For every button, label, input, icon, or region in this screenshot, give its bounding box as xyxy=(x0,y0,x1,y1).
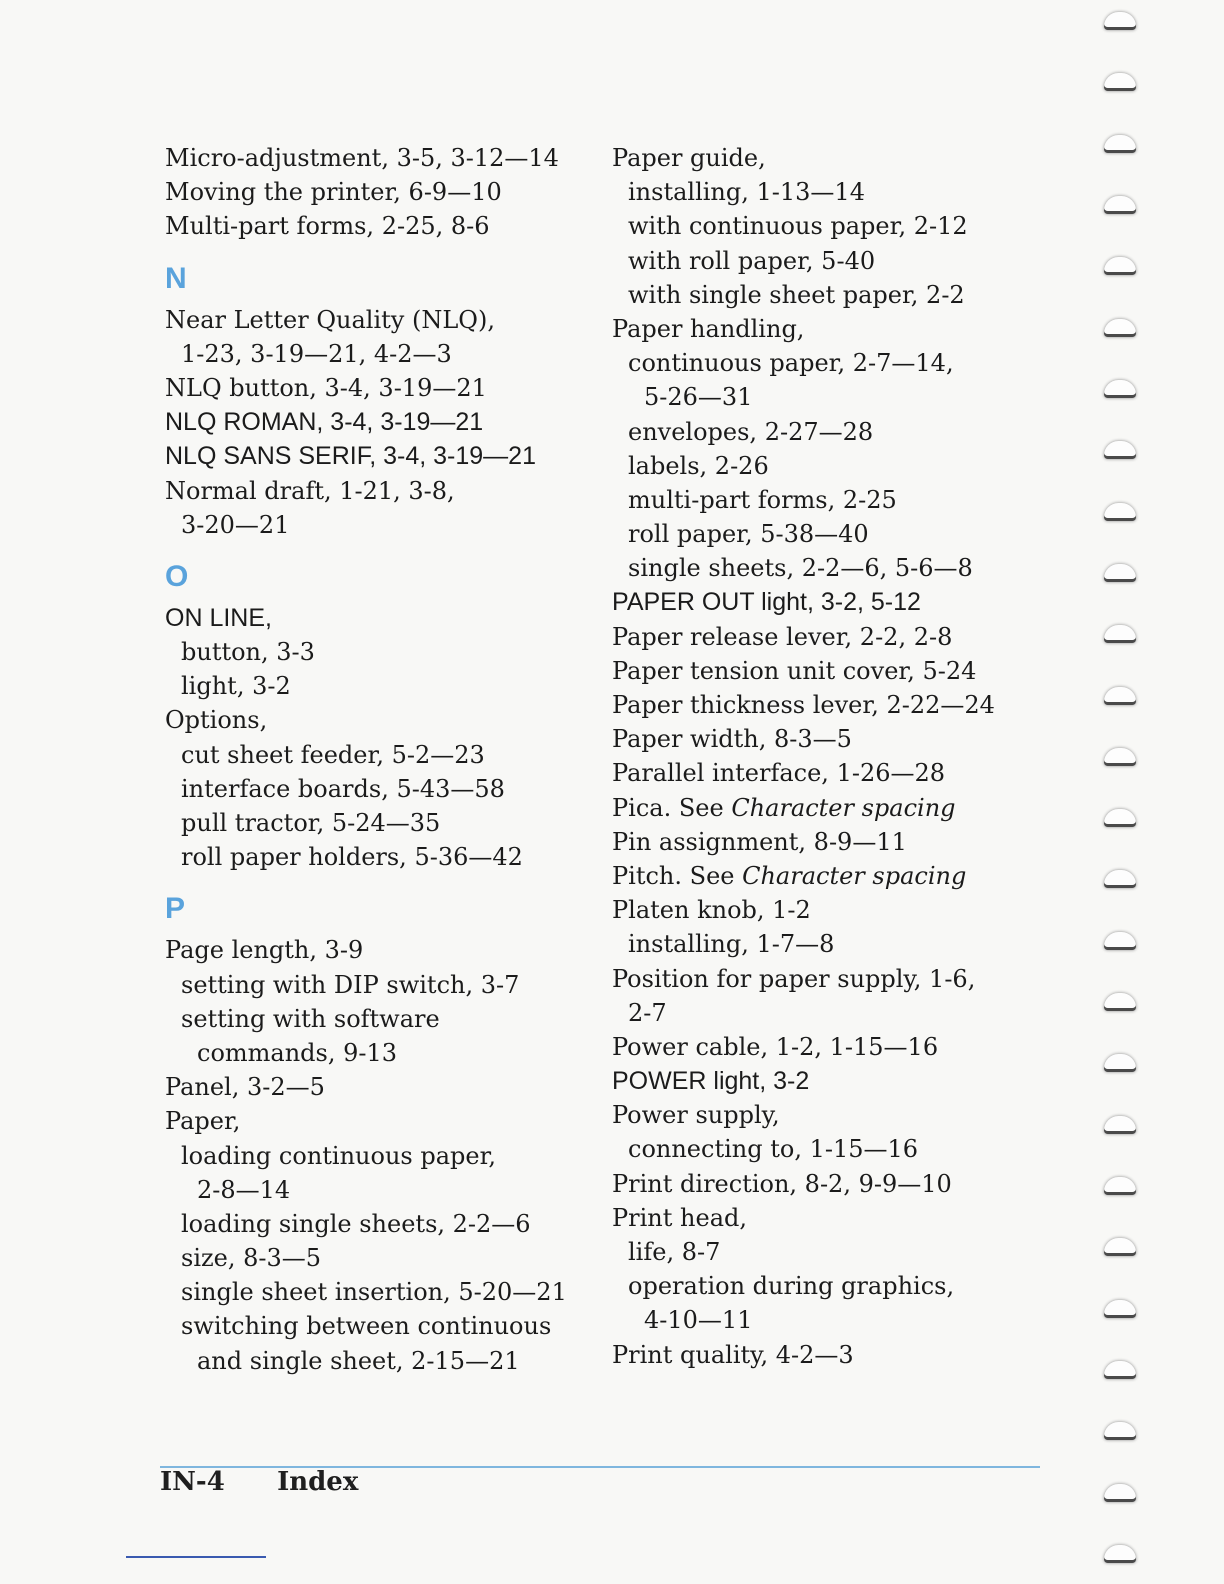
binding-hole xyxy=(1104,135,1136,153)
footer-section-title: Index xyxy=(277,1467,359,1497)
index-subentry xyxy=(612,449,1052,483)
entry-text: cut sheet feeder, 5-2—23 xyxy=(181,740,485,769)
entry-text: Print direction, 8-2, 9-9—10 xyxy=(612,1169,952,1198)
entry-text: with single sheet paper, 2-2 xyxy=(628,280,965,309)
entry-text: Moving the printer, 6-9—10 xyxy=(165,178,502,207)
entry-text: light, 3-2 xyxy=(181,672,291,701)
index-subentry xyxy=(612,1132,1052,1166)
entry-text: Paper width, 8-3—5 xyxy=(612,725,852,754)
binding-hole xyxy=(1104,1422,1136,1440)
index-entry xyxy=(165,141,605,175)
entry-text: button, 3-3 xyxy=(181,638,315,667)
index-subentry xyxy=(612,1269,1052,1303)
entry-text: single sheet insertion, 5-20—21 xyxy=(181,1278,567,1307)
entry-text: Paper release lever, 2-2, 2-8 xyxy=(612,622,953,651)
entry-text: 1-23, 3-19—21, 4-2—3 xyxy=(181,339,452,368)
binding-hole xyxy=(1104,748,1136,766)
binding-hole xyxy=(1104,196,1136,214)
index-subentry xyxy=(612,209,1052,243)
page-number: IN-4 xyxy=(160,1467,225,1497)
entry-text: Print quality, 4-2—3 xyxy=(612,1340,854,1369)
index-entry xyxy=(612,962,1052,996)
index-subentry xyxy=(612,927,1052,961)
entry-text: roll paper, 5-38—40 xyxy=(628,520,869,549)
entry-text: Pitch. See xyxy=(612,861,743,890)
binding-hole xyxy=(1104,1484,1136,1502)
section-letter: O xyxy=(165,559,189,593)
entry-text: Pin assignment, 8-9—11 xyxy=(612,827,907,856)
entry-text: single sheets, 2-2—6, 5-6—8 xyxy=(628,554,973,583)
index-subentry xyxy=(165,1002,605,1036)
binding-hole xyxy=(1104,73,1136,91)
entry-text: NLQ button, 3-4, 3-19—21 xyxy=(165,373,487,402)
index-subentry xyxy=(612,1235,1052,1269)
index-subentry xyxy=(165,1241,605,1275)
index-entry xyxy=(612,1201,1052,1235)
index-subentry xyxy=(165,1344,605,1378)
index-subentry xyxy=(165,772,605,806)
index-entry xyxy=(165,303,605,337)
binding-hole xyxy=(1104,1116,1136,1134)
entry-text: Parallel interface, 1-26—28 xyxy=(612,759,946,788)
entry-text: life, 8-7 xyxy=(628,1238,721,1266)
section-letter: P xyxy=(165,892,186,926)
binding-hole xyxy=(1104,1177,1136,1195)
index-entry xyxy=(165,933,605,967)
index-entry xyxy=(612,585,1052,619)
index-subentry xyxy=(612,483,1052,517)
binding-hole xyxy=(1104,1054,1136,1072)
entry-text: Panel, 3-2—5 xyxy=(165,1073,325,1102)
index-entry xyxy=(165,474,605,508)
index-subentry xyxy=(612,346,1052,380)
entry-text: NLQ ROMAN, 3-4, 3-19—21 xyxy=(165,408,484,437)
index-entry xyxy=(612,791,1052,825)
binding-hole xyxy=(1104,441,1136,459)
entry-text: Print head, xyxy=(612,1203,747,1232)
index-subentry xyxy=(165,806,605,840)
entry-text: Pica. See xyxy=(612,793,732,822)
entry-text: operation during graphics, xyxy=(628,1272,955,1301)
binding-hole xyxy=(1104,809,1136,827)
entry-text: installing, 1-13—14 xyxy=(628,178,865,207)
index-subentry xyxy=(165,968,605,1002)
entry-text: size, 8-3—5 xyxy=(181,1244,322,1273)
entry-text: Near Letter Quality (NLQ), xyxy=(165,305,495,334)
spiral-binding xyxy=(1104,0,1144,1584)
entry-text: Micro-adjustment, 3-5, 3-12—14 xyxy=(165,144,559,172)
scan-edge-mark xyxy=(126,1556,266,1558)
entry-text: installing, 1-7—8 xyxy=(628,930,835,959)
cross-reference: Character spacing xyxy=(742,861,967,890)
entry-text: Power cable, 1-2, 1-15—16 xyxy=(612,1032,939,1061)
index-entry xyxy=(612,654,1052,688)
entry-text: 2-7 xyxy=(628,998,667,1027)
index-subentry xyxy=(612,175,1052,209)
entry-text: Paper guide, xyxy=(612,144,766,172)
index-entry xyxy=(612,756,1052,790)
page-footer xyxy=(160,1466,358,1498)
binding-hole xyxy=(1104,932,1136,950)
entry-text: Paper thickness lever, 2-22—24 xyxy=(612,691,995,719)
index-entry xyxy=(165,371,605,405)
index-subentry xyxy=(165,1309,605,1343)
index-subentry xyxy=(165,508,605,542)
index-entry xyxy=(165,703,605,737)
entry-text: Position for paper supply, 1-6, xyxy=(612,964,976,993)
index-entry xyxy=(612,1098,1052,1132)
index-entry xyxy=(612,825,1052,859)
entry-text: interface boards, 5-43—58 xyxy=(181,774,505,803)
entry-text: Paper handling, xyxy=(612,314,805,343)
entry-text: and single sheet, 2-15—21 xyxy=(197,1346,520,1375)
section-letter: N xyxy=(165,261,187,295)
entry-text: PAPER OUT light, 3-2, 5-12 xyxy=(612,588,921,617)
index-column-left xyxy=(165,141,605,1378)
index-entry xyxy=(165,209,605,243)
binding-hole xyxy=(1104,1545,1136,1563)
binding-hole xyxy=(1104,993,1136,1011)
index-entry xyxy=(612,1167,1052,1201)
index-entry xyxy=(612,893,1052,927)
index-subentry xyxy=(165,1207,605,1241)
index-subentry xyxy=(165,669,605,703)
entry-text: loading continuous paper, xyxy=(181,1141,497,1170)
index-entry xyxy=(165,1070,605,1104)
index-subentry xyxy=(612,1303,1052,1337)
index-subentry xyxy=(612,996,1052,1030)
index-entry xyxy=(165,175,605,209)
entry-text: 5-26—31 xyxy=(644,383,753,412)
entry-text: NLQ SANS SERIF, 3-4, 3-19—21 xyxy=(165,442,536,471)
index-entry xyxy=(165,405,605,439)
entry-text: setting with software xyxy=(181,1004,440,1033)
entry-text: multi-part forms, 2-25 xyxy=(628,485,897,514)
binding-hole xyxy=(1104,257,1136,275)
entry-text: commands, 9-13 xyxy=(197,1038,398,1067)
index-entry xyxy=(612,688,1052,722)
binding-hole xyxy=(1104,564,1136,582)
entry-text: with continuous paper, 2-12 xyxy=(628,212,968,241)
index-entry xyxy=(612,1030,1052,1064)
index-subentry xyxy=(612,380,1052,414)
entry-text: switching between continuous xyxy=(181,1312,552,1341)
index-subentry xyxy=(612,244,1052,278)
entry-text: Paper tension unit cover, 5-24 xyxy=(612,656,977,685)
index-entry xyxy=(612,620,1052,654)
index-subentry xyxy=(165,635,605,669)
index-subentry xyxy=(612,415,1052,449)
entry-text: roll paper holders, 5-36—42 xyxy=(181,843,523,872)
entry-text: setting with DIP switch, 3-7 xyxy=(181,970,520,999)
index-entry xyxy=(612,1064,1052,1098)
entry-text: Page length, 3-9 xyxy=(165,936,364,965)
entry-text: Platen knob, 1-2 xyxy=(612,896,811,925)
index-subentry xyxy=(612,278,1052,312)
index-column-right xyxy=(612,141,1052,1372)
index-subentry xyxy=(165,337,605,371)
binding-hole xyxy=(1104,12,1136,30)
index-subentry xyxy=(165,1036,605,1070)
binding-hole xyxy=(1104,1238,1136,1256)
index-subentry xyxy=(165,738,605,772)
cross-reference: Character spacing xyxy=(731,793,956,822)
index-subentry xyxy=(612,551,1052,585)
entry-text: connecting to, 1-15—16 xyxy=(628,1135,919,1164)
entry-text: pull tractor, 5-24—35 xyxy=(181,809,441,837)
entry-text: labels, 2-26 xyxy=(628,451,769,480)
entry-text: Paper, xyxy=(165,1107,241,1136)
index-subentry xyxy=(165,840,605,874)
index-subentry xyxy=(612,517,1052,551)
index-entry xyxy=(612,722,1052,756)
index-entry xyxy=(165,439,605,473)
index-subentry xyxy=(165,1275,605,1309)
entry-text: Multi-part forms, 2-25, 8-6 xyxy=(165,212,490,241)
index-entry xyxy=(612,1338,1052,1372)
entry-text: Options, xyxy=(165,706,268,735)
binding-hole xyxy=(1104,625,1136,643)
entry-text: 4-10—11 xyxy=(644,1306,753,1335)
entry-text: Normal draft, 1-21, 3-8, xyxy=(165,476,455,505)
binding-hole xyxy=(1104,1300,1136,1318)
binding-hole xyxy=(1104,870,1136,888)
binding-hole xyxy=(1104,687,1136,705)
index-entry xyxy=(612,859,1052,893)
entry-text: 2-8—14 xyxy=(197,1175,291,1204)
binding-hole xyxy=(1104,319,1136,337)
index-entry xyxy=(612,141,1052,175)
entry-text: continuous paper, 2-7—14, xyxy=(628,349,954,378)
index-entry xyxy=(165,1104,605,1138)
binding-hole xyxy=(1104,503,1136,521)
index-entry xyxy=(612,312,1052,346)
entry-text: 3-20—21 xyxy=(181,510,290,539)
index-subentry xyxy=(165,1173,605,1207)
entry-text: ON LINE, xyxy=(165,603,272,632)
binding-hole xyxy=(1104,1361,1136,1379)
index-entry xyxy=(165,601,605,635)
binding-hole xyxy=(1104,380,1136,398)
entry-text: loading single sheets, 2-2—6 xyxy=(181,1209,531,1238)
entry-text: with roll paper, 5-40 xyxy=(628,246,876,275)
entry-text: POWER light, 3-2 xyxy=(612,1067,810,1096)
index-subentry xyxy=(165,1139,605,1173)
entry-text: Power supply, xyxy=(612,1101,780,1130)
entry-text: envelopes, 2-27—28 xyxy=(628,417,874,446)
